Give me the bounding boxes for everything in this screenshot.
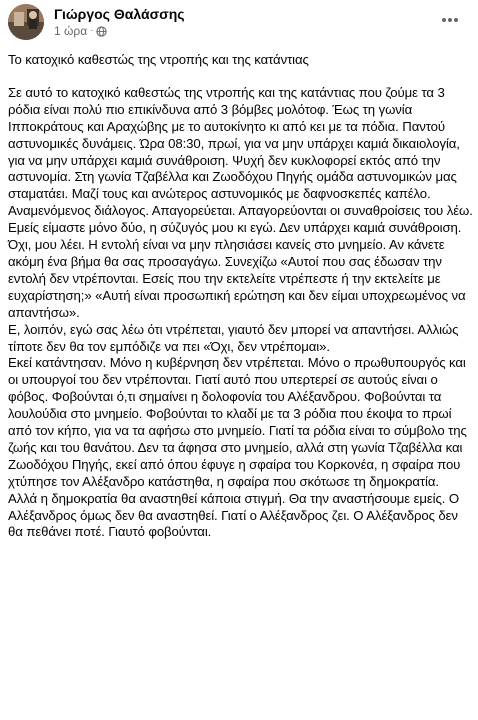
- post-paragraph: Αλλά η δημοκρατία θα αναστηθεί κάποια στιγμή. Θα την αναστήσουμε εμείς. Ο Αλέξανδρος όμως δεν θα αναστηθεί. Γιατί ο Αλέξανδρος ζει. Ο Αλέξανδρος δεν θα πεθάνει ποτέ. Γιαυτό φοβούνται.: [8, 490, 460, 540]
- post-time[interactable]: 1 ώρα: [54, 24, 88, 38]
- ellipsis-icon: [441, 17, 459, 23]
- separator-dot: ·: [90, 25, 94, 36]
- post-paragraph: Ε, λοιπόν, εγώ σας λέω ότι ντρέπεται, γιαυτό δεν μπορεί να απαντήσει. Αλλιώς τίποτε δεν θα τον εμπόδιζε να πει «Όχι, δεν ντρέπομαι».: [8, 321, 459, 354]
- post-meta: [54, 24, 107, 38]
- post-paragraph: Εκεί κατάντησαν. Μόνο η κυβέρνηση δεν ντρέπεται. Μόνο ο πρωθυπουργός και οι υπουργοί του δεν ντρέπονται. Γιατί αυτό που υπερτερεί σε αυτούς είναι ο φόβος. Φοβούνται ό,τι σημαίνει η δολοφονία του Αλέξανδρου. Φοβούνται τα λουλούδια στο μνημείο. Φοβούνται το κλαδί με τα 3 ρόδια που έκοψα το πρωί από τον κήπο, για να τα αφήσω στο μνημείο. Γιατί τα ρόδια είναι το σύμβολο της ζωής και του θανάτου. Δεν τα άφησα στο μνημείο, αλλά στη γωνία Τζαβέλλα και Ζωοδόχου Πηγής, εκεί από όπου έφυγε η σφαίρα του Κορκονέα, η σφαίρα που χτύπησε τον Αλέξανδρο κατάστηθα, η σφαίρα που σκότωσε τη δημοκρατία.: [8, 355, 467, 489]
- more-options-button[interactable]: [440, 10, 460, 30]
- globe-icon[interactable]: [96, 26, 107, 37]
- author-name[interactable]: Γιώργος Θαλάσσης: [54, 6, 185, 22]
- post-paragraph: Σε αυτό το κατοχικό καθεστώς της ντροπής και της κατάντιας που ζούμε τα 3 ρόδια είναι πολύ πιο επικίνδυνα από 3 βόμβες μολότοφ. Έως τη γωνία Ιπποκράτους και Αραχώβης με το αυτοκίνητο κι από κει με τα πόδια. Παντού αστυνομικές δυνάμεις. Ώρα 08:30, πρωί, για να μην υπάρχει καμιά δικαιολογία, για να μην υπάρχει καμιά συνάθροιση. Ψυχή δεν κυκλοφορεί εκτός από την αστυνομία. Στη γωνία Τζαβέλλα και Ζωοδόχου Πηγής ομάδα αστυνομικών μας σταματάει. Μαζί τους και ανώτερος αστυνομικός με δαφνοσκεπές καπέλο. Αναμενόμενος διάλογος. Απαγορεύεται. Απαγορεύονται οι συναθροίσεις του λέω. Εμείς είμαστε μόνο δύο, η σύζυγός μου κι εγώ. Δεν υπάρχει καμιά συνάθροιση. Όχι, μου λέει. Η εντολή είναι να μην πλησιάσει κανείς στο μνημείο. Αν κάνετε ακόμη ένα βήμα θα σας προσαγάγω. Συνεχίζω «Αυτοί που σας έδωσαν την εντολή δεν ντρέπονται. Εσείς που την εκτελείτε ντρέπεστε ή την εκτελείτε με ευχαρίστηση;» «Αυτή είναι προσωπική ερώτηση και δεν είμαι υποχρεωμένος να απαντήσω».: [8, 84, 473, 320]
- post-body: [8, 52, 474, 541]
- avatar-photo-icon: [8, 4, 44, 40]
- author-avatar[interactable]: [8, 4, 44, 40]
- post-title: Το κατοχικό καθεστώς της ντροπής και της κατάντιας: [8, 52, 309, 67]
- post-header: [0, 0, 478, 42]
